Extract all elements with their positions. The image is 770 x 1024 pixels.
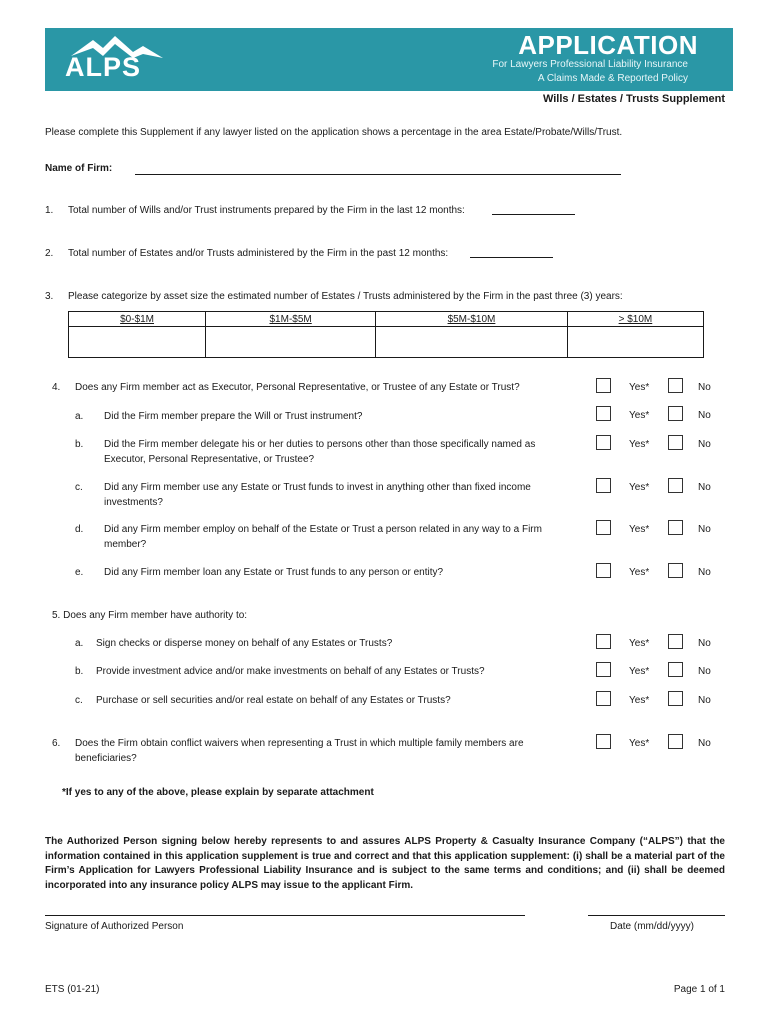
signature-label: Signature of Authorized Person	[45, 921, 184, 932]
q5b-yes-checkbox[interactable]	[596, 662, 611, 677]
supplement-title: Wills / Estates / Trusts Supplement	[542, 93, 725, 105]
no-label: No	[698, 410, 711, 421]
q4b-yes-checkbox[interactable]	[596, 435, 611, 450]
q5a-no-checkbox[interactable]	[668, 634, 683, 649]
no-label: No	[698, 382, 711, 393]
date-label: Date (mm/dd/yyyy)	[610, 921, 694, 932]
q3-text: Please categorize by asset size the estimated number of Estates / Trusts administered by the Firm in the past three (3) years:	[68, 291, 623, 302]
yes-label: Yes*	[629, 410, 650, 421]
q4a-text: Did the Firm member prepare the Will or Trust instrument?	[104, 411, 363, 422]
yes-label: Yes*	[629, 382, 650, 393]
q5c-yes-checkbox[interactable]	[596, 691, 611, 706]
q1-number: 1.	[45, 205, 54, 216]
q4d-text-cont: member?	[104, 539, 147, 550]
date-field[interactable]	[588, 915, 725, 916]
no-label: No	[698, 482, 711, 493]
asset-cell-0-1m[interactable]	[69, 327, 206, 358]
q6-yes-checkbox[interactable]	[596, 734, 611, 749]
asset-cell-1-5m[interactable]	[206, 327, 376, 358]
q4b-text: Did the Firm member delegate his or her duties to persons other than those specifically named as	[104, 439, 536, 450]
q4-text: Does any Firm member act as Executor, Personal Representative, or Trustee of any Estate or Trust?	[75, 382, 520, 393]
asset-size-table	[68, 311, 704, 358]
q4a-letter: a.	[75, 411, 84, 422]
application-title: APPLICATION	[518, 30, 698, 60]
q6-number: 6.	[52, 738, 61, 749]
asset-col-header: $0-$1M	[69, 312, 206, 327]
asset-col-header: > $10M	[567, 312, 703, 327]
footnote: *If yes to any of the above, please explain by separate attachment	[62, 787, 374, 798]
q4c-yes-checkbox[interactable]	[596, 478, 611, 493]
q4a-yes-checkbox[interactable]	[596, 406, 611, 421]
no-label: No	[698, 439, 711, 450]
q5a-text: Sign checks or disperse money on behalf of any Estates or Trusts?	[96, 638, 393, 649]
q5-text: 5. Does any Firm member have authority to:	[52, 610, 248, 621]
q4a-no-checkbox[interactable]	[668, 406, 683, 421]
q1-answer-field[interactable]	[492, 214, 575, 215]
yes-label: Yes*	[629, 524, 650, 535]
q5b-letter: b.	[75, 666, 84, 677]
q5a-yes-checkbox[interactable]	[596, 634, 611, 649]
intro-text: Please complete this Supplement if any lawyer listed on the application shows a percentage in the area Estate/Probate/Wills/Trust.	[45, 127, 623, 138]
no-label: No	[698, 524, 711, 535]
no-label: No	[698, 738, 711, 749]
q5b-text: Provide investment advice and/or make investments on behalf of any Estates or Trusts?	[96, 666, 485, 677]
q6-text-cont: beneficiaries?	[75, 753, 137, 764]
q4-no-checkbox[interactable]	[668, 378, 683, 393]
q4e-letter: e.	[75, 567, 84, 578]
q4c-text-cont: investments?	[104, 497, 163, 508]
q4e-text: Did any Firm member loan any Estate or Trust funds to any person or entity?	[104, 567, 444, 578]
q4c-letter: c.	[75, 482, 83, 493]
yes-label: Yes*	[629, 439, 650, 450]
yes-label: Yes*	[629, 666, 650, 677]
q2-text: Total number of Estates and/or Trusts administered by the Firm in the past 12 months:	[68, 248, 449, 259]
q2-number: 2.	[45, 248, 54, 259]
q4b-letter: b.	[75, 439, 84, 450]
q5b-no-checkbox[interactable]	[668, 662, 683, 677]
certification-text: The Authorized Person signing below hereby represents to and assures ALPS Property & Casualty Insurance Company (“ALPS”) that the information contained in this application supplement is true and correct and that this application supplement: (i) shall be a material part of the Firm’s Application for Lawyers Professional Liability Insurance and is subject to the same terms and conditions; and (ii) shall be deemed incorporated into any insurance policy ALPS may issue to the applicant Firm.	[45, 836, 725, 891]
q4c-no-checkbox[interactable]	[668, 478, 683, 493]
application-subtitle-2: A Claims Made & Reported Policy	[537, 73, 688, 84]
q5c-no-checkbox[interactable]	[668, 691, 683, 706]
q4d-letter: d.	[75, 524, 84, 535]
q6-no-checkbox[interactable]	[668, 734, 683, 749]
form-id: ETS (01-21)	[45, 984, 100, 995]
yes-label: Yes*	[629, 482, 650, 493]
q4b-no-checkbox[interactable]	[668, 435, 683, 450]
q4e-no-checkbox[interactable]	[668, 563, 683, 578]
q5c-text: Purchase or sell securities and/or real estate on behalf of any Estates or Trusts?	[96, 695, 451, 706]
header-banner	[45, 28, 733, 91]
logo-text: ALPS	[65, 52, 142, 82]
page-number: Page 1 of 1	[673, 984, 725, 995]
no-label: No	[698, 695, 711, 706]
yes-label: Yes*	[629, 567, 650, 578]
yes-label: Yes*	[629, 695, 650, 706]
asset-cell-5-10m[interactable]	[376, 327, 568, 358]
q4-number: 4.	[52, 382, 61, 393]
q2-answer-field[interactable]	[470, 257, 553, 258]
q4b-text-cont: Executor, Personal Representative, or Trustee?	[104, 454, 315, 465]
q5a-letter: a.	[75, 638, 84, 649]
q4d-no-checkbox[interactable]	[668, 520, 683, 535]
application-subtitle-1: For Lawyers Professional Liability Insurance	[492, 59, 688, 70]
q4-yes-checkbox[interactable]	[596, 378, 611, 393]
q5c-letter: c.	[75, 695, 83, 706]
q4e-yes-checkbox[interactable]	[596, 563, 611, 578]
q6-text: Does the Firm obtain conflict waivers when representing a Trust in which multiple family members are	[75, 738, 524, 749]
asset-col-header: $5M-$10M	[376, 312, 568, 327]
q4c-text: Did any Firm member use any Estate or Trust funds to invest in anything other than fixed income	[104, 482, 531, 493]
q4d-yes-checkbox[interactable]	[596, 520, 611, 535]
yes-label: Yes*	[629, 638, 650, 649]
asset-col-header: $1M-$5M	[206, 312, 376, 327]
firm-name-label: Name of Firm:	[45, 163, 113, 174]
q3-number: 3.	[45, 291, 54, 302]
asset-cell-over-10m[interactable]	[567, 327, 703, 358]
yes-label: Yes*	[629, 738, 650, 749]
q4d-text: Did any Firm member employ on behalf of the Estate or Trust a person related in any way to a Firm	[104, 524, 542, 535]
firm-name-field[interactable]	[135, 174, 621, 175]
no-label: No	[698, 666, 711, 677]
no-label: No	[698, 567, 711, 578]
no-label: No	[698, 638, 711, 649]
signature-field[interactable]	[45, 915, 525, 916]
q1-text: Total number of Wills and/or Trust instruments prepared by the Firm in the last 12 months:	[68, 205, 465, 216]
